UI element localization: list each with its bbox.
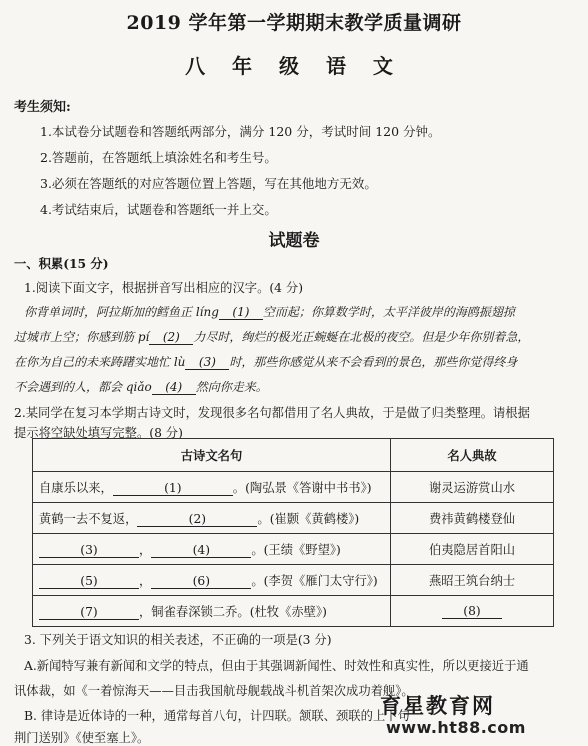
poem-source: 。(崔颢《黄鹤楼》) <box>257 512 360 526</box>
q1-passage-line <box>24 303 580 320</box>
site-watermark <box>380 690 585 742</box>
q3-prompt: 3. 下列关于语文知识的相关表述，不正确的一项是(3 分) <box>24 633 332 647</box>
q1-text: 过城市上空；你感到筋 pí <box>14 330 150 344</box>
table-row <box>33 503 554 534</box>
poem-blank-2[interactable]: (2) <box>137 512 257 527</box>
exam-subtitle: 八 年 级 语 文 <box>185 54 403 78</box>
table-header: 名人典故 <box>391 439 554 472</box>
table-header-row <box>33 439 554 472</box>
q1-text: 不会遇到的人，都会 qiǎo <box>14 380 152 394</box>
q1-text: 空而起；你算数学时，太平洋彼岸的海鸥振翅掠 <box>262 305 515 319</box>
q1-blank-1[interactable]: (1) <box>219 305 263 320</box>
poem-source: 。(王绩《野望》) <box>251 543 341 557</box>
story-cell: 燕昭王筑台纳士 <box>391 565 554 596</box>
q1-prompt: 1.阅读下面文字，根据拼音写出相应的汉字。(4 分) <box>24 281 303 295</box>
notice-item: 2.答题前，在答题纸上填涂姓名和考生号。 <box>40 150 277 165</box>
poem-blank-7[interactable]: (7) <box>39 605 139 620</box>
notice-item: 3.必须在答题纸的对应答题位置上答题，写在其他地方无效。 <box>40 176 377 191</box>
poem-source: (杜牧《赤壁》) <box>249 605 327 619</box>
poem-blank-3[interactable]: (3) <box>39 543 139 558</box>
q1-passage-line <box>14 328 580 345</box>
q1-text: 时，那些你感觉从来不会看到的景色，那些你觉得终身 <box>229 355 518 369</box>
q1-blank-3[interactable]: (3) <box>185 355 229 370</box>
watermark-url: www.ht88.com <box>386 718 526 737</box>
poem-cell <box>33 565 391 596</box>
poem-text: ， <box>139 574 152 588</box>
story-cell: 费祎黄鹤楼登仙 <box>391 503 554 534</box>
q1-text: 然向你走来。 <box>195 380 268 394</box>
poem-text: 黄鹤一去不复返， <box>39 512 138 526</box>
q1-passage-line <box>14 353 580 370</box>
q1-passage-line <box>14 378 580 395</box>
q3-option-a: A.新闻特写兼有新闻和文学的特点，但由于其强调新闻性、时效性和真实性，所以更接近于通 <box>24 659 529 673</box>
story-cell: 伯夷隐居首阳山 <box>391 534 554 565</box>
poem-cell <box>33 503 391 534</box>
exam-title: 2019 学年第一学期期末教学质量调研 <box>126 12 462 34</box>
q1-text: 力尽时，绚烂的极光正蜿蜒在北极的夜空。但是少年你别着急， <box>193 330 530 344</box>
section-title: 试题卷 <box>268 231 320 251</box>
q3-option-b: B. 律诗是近体诗的一种，通常每首八句，计四联。颔联、颈联的上下句 <box>24 709 410 723</box>
notice-heading: 考生须知: <box>14 100 71 115</box>
q3-option-a: 讯体裁，如《一着惊海天——目击我国航母舰载战斗机首架次成功着舰》。 <box>14 684 414 698</box>
q1-blank-2[interactable]: (2) <box>149 330 193 345</box>
table-row <box>33 596 554 627</box>
q1-blank-4[interactable]: (4) <box>152 380 196 395</box>
poem-source: 。(李贺《雁门太守行》) <box>251 574 378 588</box>
poem-text: ， <box>139 543 152 557</box>
poem-text: ，铜雀春深锁二乔。 <box>139 605 250 619</box>
watermark-brand: 育星教育网 <box>380 694 495 718</box>
poem-cell <box>33 472 391 503</box>
q1-text: 你背单词时，阿拉斯加的鳕鱼正 líng <box>24 305 219 319</box>
poem-cell <box>33 534 391 565</box>
poem-blank-5[interactable]: (5) <box>39 574 139 589</box>
notice-item: 1.本试卷分试题卷和答题纸两部分，满分 120 分，考试时间 120 分钟。 <box>40 124 441 139</box>
q1-text: 在你为自己的未来踌躇实地忙 lù <box>14 355 186 369</box>
story-blank-8[interactable]: (8) <box>442 604 502 619</box>
part1-heading: 一、积累(15 分) <box>14 256 109 271</box>
q3-option-b: 荆门送别》《使至塞上》。 <box>14 731 150 745</box>
poem-blank-4[interactable]: (4) <box>151 543 251 558</box>
poem-source: 。(陶弘景《答谢中书书》) <box>232 481 372 495</box>
q2-prompt: 提示将空缺处填写完整。(8 分) <box>14 426 183 440</box>
poem-table <box>32 438 554 627</box>
table-row <box>33 534 554 565</box>
poem-blank-6[interactable]: (6) <box>151 574 251 589</box>
poem-cell <box>33 596 391 627</box>
table-row <box>33 565 554 596</box>
table-header: 古诗文名句 <box>33 439 391 472</box>
table-row <box>33 472 554 503</box>
notice-item: 4.考试结束后，试题卷和答题纸一并上交。 <box>40 202 277 217</box>
story-cell: 谢灵运游赏山水 <box>391 472 554 503</box>
poem-text: 自康乐以来， <box>39 481 113 495</box>
story-cell <box>391 596 554 627</box>
q2-prompt: 2.某同学在复习本学期古诗文时，发现很多名句都借用了名人典故，于是做了归类整理。请根据 <box>14 406 530 420</box>
poem-blank-1[interactable]: (1) <box>113 481 233 496</box>
